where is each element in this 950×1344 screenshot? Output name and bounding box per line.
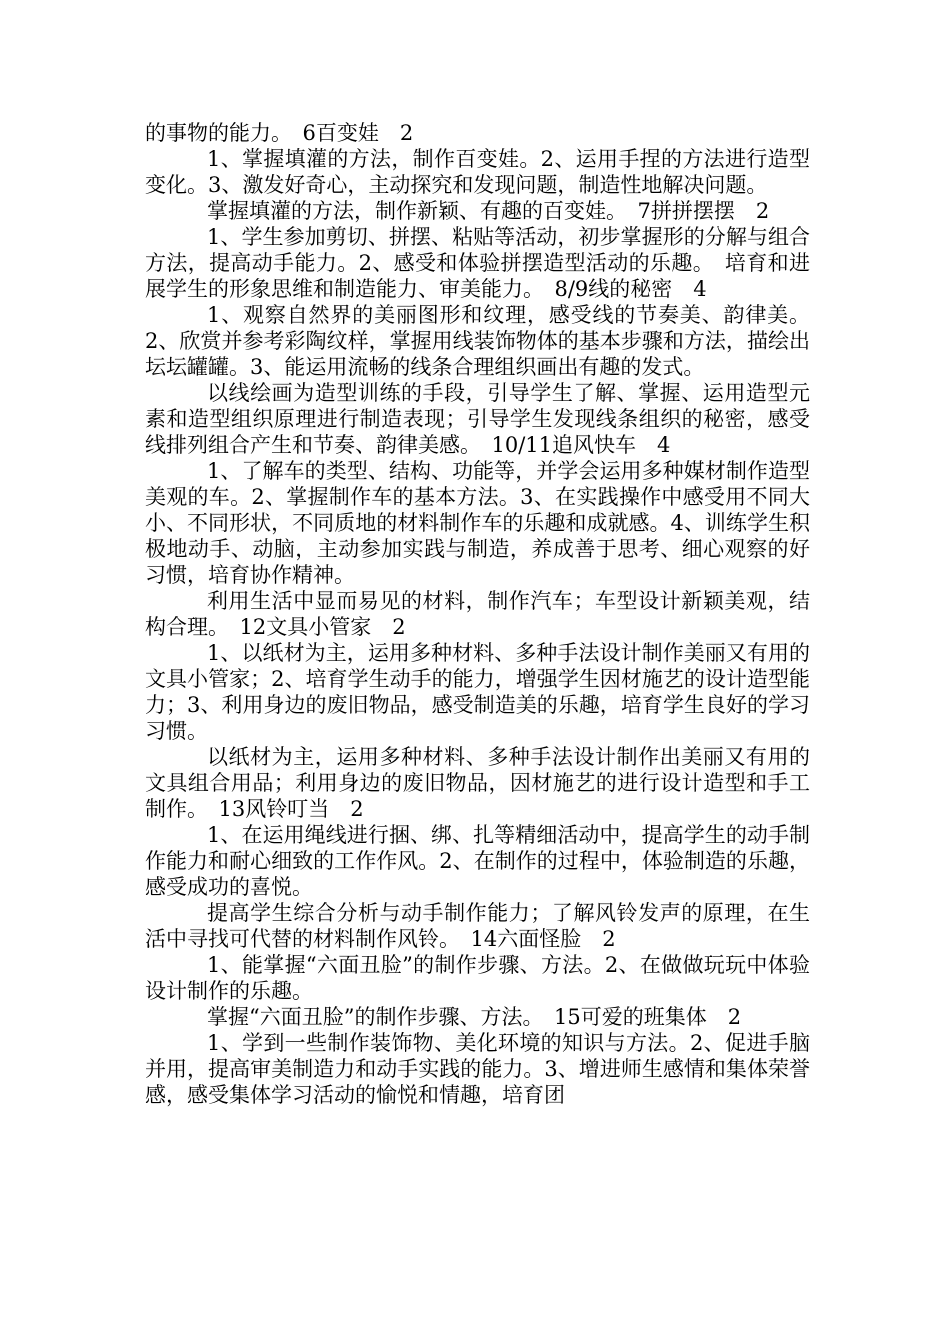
paragraph: 利用生活中显而易见的材料，制作汽车；车型设计新颖美观，结构合理。 12文具小管家 2 [145,589,810,639]
paragraph: 1、学到一些制作装饰物、美化环境的知识与方法。2、促进手脑并用，提高审美制造力和动手实践的能力。3、增进师生感情和集体荣誉感，感受集体学习活动的愉悦和情趣，培育团 [145,1031,810,1107]
paragraph: 1、能掌握“六面丑脸”的制作步骤、方法。2、在做做玩玩中体验设计制作的乐趣。 [145,953,810,1003]
paragraph: 1、以纸材为主，运用多种材料、多种手法设计制作美丽又有用的文具小管家；2、培育学生动手的能力，增强学生因材施艺的设计造型能力；3、利用身边的废旧物品，感受制造美的乐趣，培育学生良好的学习习惯。 [145,641,810,743]
paragraph: 的事物的能力。 6百变娃 2 [145,121,414,145]
document-page [145,120,810,1108]
paragraph: 掌握“六面丑脸”的制作步骤、方法。 15可爱的班集体 2 [207,1005,742,1029]
paragraph: 1、了解车的类型、结构、功能等，并学会运用多种媒材制作造型美观的车。2、掌握制作车的基本方法。3、在实践操作中感受用不同大小、不同形状，不同质地的材料制作车的乐趣和成就感。4、训练学生积极地动手、动脑，主动参加实践与制造，养成善于思考、细心观察的好习惯，培育协作精神。 [145,459,810,587]
paragraph: 1、掌握填灌的方法，制作百变娃。2、运用手捏的方法进行造型变化。3、激发好奇心，主动探究和发现问题，制造性地解决问题。 [145,147,810,197]
paragraph: 1、学生参加剪切、拼摆、粘贴等活动，初步掌握形的分解与组合方法，提高动手能力。2、感受和体验拼摆造型活动的乐趣。 培育和进展学生的形象思维和制造能力、审美能力。 8/9线的秘密 4 [145,225,810,301]
paragraph: 提高学生综合分析与动手制作能力；了解风铃发声的原理，在生活中寻找可代替的材料制作风铃。 14六面怪脸 2 [145,901,810,951]
paragraph: 1、在运用绳线进行捆、绑、扎等精细活动中，提高学生的动手制作能力和耐心细致的工作作风。2、在制作的过程中，体验制造的乐趣，感受成功的喜悦。 [145,823,810,899]
paragraph: 掌握填灌的方法，制作新颖、有趣的百变娃。 7拼拼摆摆 2 [207,199,770,223]
paragraph: 以纸材为主，运用多种材料、多种手法设计制作出美丽又有用的文具组合用品；利用身边的废旧物品，因材施艺的进行设计造型和手工制作。 13风铃叮当 2 [145,745,810,821]
paragraph: 1、观察自然界的美丽图形和纹理，感受线的节奏美、韵律美。2、欣赏并参考彩陶纹样，掌握用线装饰物体的基本步骤和方法，描绘出坛坛罐罐。3、能运用流畅的线条合理组织画出有趣的发式。 [145,303,810,379]
paragraph: 以线绘画为造型训练的手段，引导学生了解、掌握、运用造型元素和造型组织原理进行制造表现；引导学生发现线条组织的秘密，感受线排列组合产生和节奏、韵律美感。 10/11追风快车 4 [145,381,810,457]
